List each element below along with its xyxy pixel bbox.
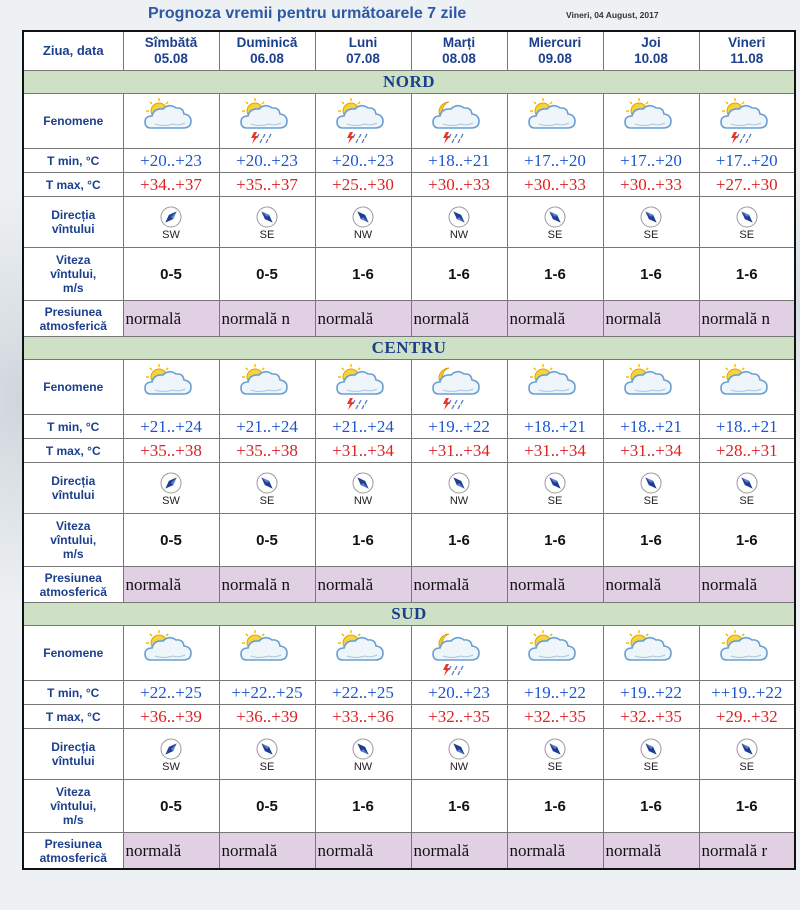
pressure-value: normală xyxy=(603,301,699,337)
wind-arrow-icon xyxy=(700,206,795,228)
pressure-label: Presiunea atmosferică xyxy=(23,567,123,603)
wind-speed-value: 1-6 xyxy=(699,514,795,567)
phenomena-cell xyxy=(507,360,603,415)
pressure-value: normală xyxy=(411,301,507,337)
tmin-label: T min, °C xyxy=(23,681,123,705)
tmax-row xyxy=(23,173,795,197)
phenomena-cell xyxy=(699,360,795,415)
day-date: 06.08 xyxy=(250,51,284,66)
pressure-value: normală xyxy=(699,567,795,603)
wind-arrow-icon xyxy=(220,738,315,760)
wind-speed-value: 1-6 xyxy=(507,248,603,301)
wind-direction-cell xyxy=(123,197,219,248)
tmin-label: T min, °C xyxy=(23,149,123,173)
phenomena-row xyxy=(23,626,795,681)
tmin-value: +20..+23 xyxy=(123,149,219,173)
day-header-5 xyxy=(603,31,699,71)
wind-direction-value: SW xyxy=(162,228,180,241)
tmin-row xyxy=(23,415,795,439)
pressure-value: normală n xyxy=(699,301,795,337)
phenomena-label: Fenomene xyxy=(23,360,123,415)
wind-speed-value: 0-5 xyxy=(123,514,219,567)
sun-cloud-icon xyxy=(700,362,795,412)
day-date: 07.08 xyxy=(346,51,380,66)
tmin-value: +17..+20 xyxy=(603,149,699,173)
wind-direction-cell xyxy=(411,729,507,780)
wind-direction-cell xyxy=(507,197,603,248)
region-row-nord xyxy=(23,71,795,94)
day-header-3 xyxy=(411,31,507,71)
wind-direction-cell xyxy=(699,197,795,248)
phenomena-cell xyxy=(123,626,219,681)
tmin-row xyxy=(23,149,795,173)
wind-speed-value: 0-5 xyxy=(219,780,315,833)
wind-direction-value: SE xyxy=(547,760,563,773)
wind-speed-value: 1-6 xyxy=(603,514,699,567)
tmax-value: +30..+33 xyxy=(603,173,699,197)
wind-direction-cell xyxy=(699,729,795,780)
tmax-value: +34..+37 xyxy=(123,173,219,197)
sun-cloud-icon xyxy=(124,628,219,678)
tmax-value: +30..+33 xyxy=(507,173,603,197)
wind-direction-value: NW xyxy=(353,760,373,773)
phenomena-cell xyxy=(123,94,219,149)
day-name: Joi xyxy=(641,35,661,50)
wind-arrow-icon xyxy=(220,472,315,494)
wind-direction-value: SW xyxy=(162,494,180,507)
sun-cloud-rain-storm-icon xyxy=(220,96,315,146)
current-date: Vineri, 04 August, 2017 xyxy=(566,10,659,20)
wind-arrow-icon xyxy=(412,738,507,760)
moon-cloud-rain-storm-icon xyxy=(412,96,507,146)
wind-direction-value: SE xyxy=(259,760,275,773)
wind-arrow-icon xyxy=(220,206,315,228)
wind-direction-cell xyxy=(219,729,315,780)
wind-arrow-icon xyxy=(604,206,699,228)
pressure-value: normală r xyxy=(699,833,795,870)
tmin-value: +21..+24 xyxy=(315,415,411,439)
wind-speed-value: 0-5 xyxy=(123,780,219,833)
pressure-value: normală xyxy=(411,567,507,603)
pressure-row xyxy=(23,301,795,337)
tmax-value: +35..+38 xyxy=(123,439,219,463)
sun-cloud-icon xyxy=(700,628,795,678)
tmax-value: +36..+39 xyxy=(123,705,219,729)
wind-direction-value: SW xyxy=(162,760,180,773)
phenomena-cell xyxy=(219,360,315,415)
wind-speed-value: 1-6 xyxy=(411,514,507,567)
pressure-value: normală xyxy=(315,833,411,870)
wind-direction-cell xyxy=(507,729,603,780)
pressure-label: Presiunea atmosferică xyxy=(23,301,123,337)
day-header-2 xyxy=(315,31,411,71)
wind-direction-cell xyxy=(123,463,219,514)
day-header-4 xyxy=(507,31,603,71)
wind-direction-cell xyxy=(411,197,507,248)
sun-cloud-icon xyxy=(220,628,315,678)
day-date: 08.08 xyxy=(442,51,476,66)
wind-speed-value: 1-6 xyxy=(315,780,411,833)
pressure-value: normală xyxy=(603,833,699,870)
region-title: CENTRU xyxy=(23,337,795,360)
wind-arrow-icon xyxy=(316,472,411,494)
wind-direction-row xyxy=(23,463,795,514)
wind-direction-cell xyxy=(219,463,315,514)
day-name: Duminică xyxy=(236,35,298,50)
pressure-value: normală n xyxy=(219,301,315,337)
wind-arrow-icon xyxy=(412,472,507,494)
phenomena-cell xyxy=(411,360,507,415)
wind-direction-value: NW xyxy=(449,228,469,241)
wind-direction-value: SE xyxy=(547,494,563,507)
tmin-value: +21..+24 xyxy=(123,415,219,439)
region-row-centru xyxy=(23,337,795,360)
pressure-value: normală n xyxy=(219,567,315,603)
wind-direction-value: SE xyxy=(547,228,563,241)
sun-cloud-rain-storm-icon xyxy=(316,96,411,146)
wind-direction-cell xyxy=(411,463,507,514)
wind-direction-label: Direcția vîntului xyxy=(23,463,123,514)
tmin-value: ++22..+25 xyxy=(219,681,315,705)
day-date-label: Ziua, data xyxy=(23,31,123,71)
wind-arrow-icon xyxy=(124,472,219,494)
tmin-value: +22..+25 xyxy=(315,681,411,705)
phenomena-row xyxy=(23,360,795,415)
tmax-value: +30..+33 xyxy=(411,173,507,197)
tmin-value: +19..+22 xyxy=(603,681,699,705)
region-row-sud xyxy=(23,603,795,626)
wind-direction-cell xyxy=(603,729,699,780)
tmax-label: T max, °C xyxy=(23,705,123,729)
pressure-value: normală xyxy=(123,567,219,603)
day-date: 11.08 xyxy=(730,51,764,66)
tmax-value: +31..+34 xyxy=(507,439,603,463)
tmin-value: +22..+25 xyxy=(123,681,219,705)
tmax-value: +31..+34 xyxy=(315,439,411,463)
wind-speed-row xyxy=(23,780,795,833)
day-name: Luni xyxy=(348,35,378,50)
tmin-label: T min, °C xyxy=(23,415,123,439)
wind-direction-value: SE xyxy=(739,228,755,241)
wind-speed-value: 1-6 xyxy=(507,780,603,833)
phenomena-cell xyxy=(411,626,507,681)
wind-direction-cell xyxy=(315,729,411,780)
pressure-value: normală xyxy=(507,833,603,870)
tmax-value: +28..+31 xyxy=(699,439,795,463)
wind-speed-value: 0-5 xyxy=(123,248,219,301)
day-name: Miercuri xyxy=(528,35,582,50)
sun-cloud-icon xyxy=(220,362,315,412)
wind-arrow-icon xyxy=(700,472,795,494)
tmax-value: +32..+35 xyxy=(507,705,603,729)
tmax-value: +33..+36 xyxy=(315,705,411,729)
tmax-value: +35..+38 xyxy=(219,439,315,463)
sun-cloud-icon xyxy=(124,96,219,146)
wind-direction-value: SE xyxy=(739,494,755,507)
tmax-value: +31..+34 xyxy=(603,439,699,463)
wind-arrow-icon xyxy=(412,206,507,228)
day-header-row xyxy=(23,31,795,71)
phenomena-cell xyxy=(219,94,315,149)
region-title: SUD xyxy=(23,603,795,626)
day-date: 09.08 xyxy=(538,51,572,66)
pressure-value: normală xyxy=(123,301,219,337)
moon-cloud-rain-storm-icon xyxy=(412,628,507,678)
pressure-row xyxy=(23,567,795,603)
pressure-value: normală xyxy=(507,301,603,337)
phenomena-label: Fenomene xyxy=(23,626,123,681)
day-name: Vineri xyxy=(728,35,766,50)
tmax-row xyxy=(23,705,795,729)
phenomena-cell xyxy=(507,626,603,681)
day-date: 10.08 xyxy=(634,51,668,66)
wind-direction-cell xyxy=(123,729,219,780)
tmin-value: +20..+23 xyxy=(219,149,315,173)
sun-cloud-icon xyxy=(316,628,411,678)
tmin-value: +17..+20 xyxy=(507,149,603,173)
wind-speed-row xyxy=(23,248,795,301)
wind-direction-value: SE xyxy=(739,760,755,773)
wind-arrow-icon xyxy=(508,738,603,760)
wind-speed-label: Viteza vîntului, m/s xyxy=(23,248,123,301)
wind-direction-cell xyxy=(603,463,699,514)
phenomena-cell xyxy=(315,626,411,681)
day-header-0 xyxy=(123,31,219,71)
tmax-value: +29..+32 xyxy=(699,705,795,729)
wind-direction-label: Direcția vîntului xyxy=(23,729,123,780)
wind-direction-value: SE xyxy=(643,760,659,773)
sun-cloud-icon xyxy=(604,628,699,678)
wind-direction-value: SE xyxy=(259,228,275,241)
phenomena-cell xyxy=(603,94,699,149)
wind-direction-value: SE xyxy=(259,494,275,507)
sun-cloud-rain-storm-icon xyxy=(316,362,411,412)
wind-direction-cell xyxy=(507,463,603,514)
wind-speed-value: 1-6 xyxy=(507,514,603,567)
wind-direction-label: Direcția vîntului xyxy=(23,197,123,248)
moon-cloud-rain-storm-icon xyxy=(412,362,507,412)
wind-arrow-icon xyxy=(700,738,795,760)
wind-arrow-icon xyxy=(316,206,411,228)
phenomena-cell xyxy=(411,94,507,149)
pressure-row xyxy=(23,833,795,870)
tmin-value: +20..+23 xyxy=(315,149,411,173)
pressure-value: normală xyxy=(507,567,603,603)
phenomena-cell xyxy=(219,626,315,681)
tmax-label: T max, °C xyxy=(23,173,123,197)
pressure-value: normală xyxy=(219,833,315,870)
pressure-value: normală xyxy=(315,567,411,603)
tmax-value: +27..+30 xyxy=(699,173,795,197)
tmax-value: +36..+39 xyxy=(219,705,315,729)
day-name: Marți xyxy=(442,35,476,50)
wind-direction-value: NW xyxy=(353,228,373,241)
wind-direction-value: NW xyxy=(449,494,469,507)
pressure-value: normală xyxy=(123,833,219,870)
sun-cloud-rain-storm-icon xyxy=(700,96,795,146)
day-name: Sîmbătă xyxy=(144,35,198,50)
phenomena-label: Fenomene xyxy=(23,94,123,149)
wind-speed-label: Viteza vîntului, m/s xyxy=(23,780,123,833)
wind-direction-cell xyxy=(699,463,795,514)
wind-direction-value: NW xyxy=(353,494,373,507)
wind-direction-cell xyxy=(219,197,315,248)
sun-cloud-icon xyxy=(508,628,603,678)
sun-cloud-icon xyxy=(604,96,699,146)
pressure-value: normală xyxy=(411,833,507,870)
wind-speed-value: 0-5 xyxy=(219,248,315,301)
wind-arrow-icon xyxy=(604,738,699,760)
wind-speed-value: 1-6 xyxy=(315,248,411,301)
forecast-table xyxy=(22,30,796,870)
phenomena-cell xyxy=(699,626,795,681)
sun-cloud-icon xyxy=(604,362,699,412)
tmin-value: +19..+22 xyxy=(411,415,507,439)
tmax-label: T max, °C xyxy=(23,439,123,463)
wind-speed-value: 1-6 xyxy=(411,780,507,833)
wind-speed-value: 1-6 xyxy=(603,780,699,833)
pressure-value: normală xyxy=(315,301,411,337)
sun-cloud-icon xyxy=(124,362,219,412)
wind-speed-label: Viteza vîntului, m/s xyxy=(23,514,123,567)
tmin-value: ++19..+22 xyxy=(699,681,795,705)
day-date: 05.08 xyxy=(154,51,188,66)
wind-direction-value: NW xyxy=(449,760,469,773)
wind-direction-cell xyxy=(315,463,411,514)
wind-arrow-icon xyxy=(604,472,699,494)
wind-arrow-icon xyxy=(508,472,603,494)
wind-speed-value: 1-6 xyxy=(699,780,795,833)
wind-arrow-icon xyxy=(124,738,219,760)
tmin-value: +18..+21 xyxy=(507,415,603,439)
tmin-value: +18..+21 xyxy=(411,149,507,173)
day-header-1 xyxy=(219,31,315,71)
tmax-row xyxy=(23,439,795,463)
wind-direction-value: SE xyxy=(643,228,659,241)
phenomena-cell xyxy=(315,94,411,149)
wind-speed-value: 1-6 xyxy=(603,248,699,301)
tmax-value: +32..+35 xyxy=(603,705,699,729)
wind-arrow-icon xyxy=(316,738,411,760)
sun-cloud-icon xyxy=(508,96,603,146)
wind-speed-value: 1-6 xyxy=(315,514,411,567)
tmin-value: +18..+21 xyxy=(603,415,699,439)
wind-speed-row xyxy=(23,514,795,567)
tmax-value: +35..+37 xyxy=(219,173,315,197)
phenomena-cell xyxy=(603,360,699,415)
day-header-6 xyxy=(699,31,795,71)
wind-direction-cell xyxy=(603,197,699,248)
tmin-value: +20..+23 xyxy=(411,681,507,705)
page-header xyxy=(0,0,800,28)
tmin-row xyxy=(23,681,795,705)
wind-arrow-icon xyxy=(508,206,603,228)
wind-direction-row xyxy=(23,729,795,780)
phenomena-cell xyxy=(315,360,411,415)
tmin-value: +21..+24 xyxy=(219,415,315,439)
phenomena-cell xyxy=(123,360,219,415)
sun-cloud-icon xyxy=(508,362,603,412)
pressure-value: normală xyxy=(603,567,699,603)
tmin-value: +19..+22 xyxy=(507,681,603,705)
wind-speed-value: 0-5 xyxy=(219,514,315,567)
tmin-value: +17..+20 xyxy=(699,149,795,173)
tmax-value: +32..+35 xyxy=(411,705,507,729)
tmax-value: +25..+30 xyxy=(315,173,411,197)
wind-direction-value: SE xyxy=(643,494,659,507)
phenomena-cell xyxy=(603,626,699,681)
wind-direction-row xyxy=(23,197,795,248)
pressure-label: Presiunea atmosferică xyxy=(23,833,123,870)
phenomena-cell xyxy=(699,94,795,149)
wind-speed-value: 1-6 xyxy=(411,248,507,301)
page-title: Prognoza vremii pentru următoarele 7 zile xyxy=(148,5,467,22)
tmax-value: +31..+34 xyxy=(411,439,507,463)
wind-arrow-icon xyxy=(124,206,219,228)
phenomena-cell xyxy=(507,94,603,149)
wind-speed-value: 1-6 xyxy=(699,248,795,301)
tmin-value: +18..+21 xyxy=(699,415,795,439)
phenomena-row xyxy=(23,94,795,149)
wind-direction-cell xyxy=(315,197,411,248)
region-title: NORD xyxy=(23,71,795,94)
